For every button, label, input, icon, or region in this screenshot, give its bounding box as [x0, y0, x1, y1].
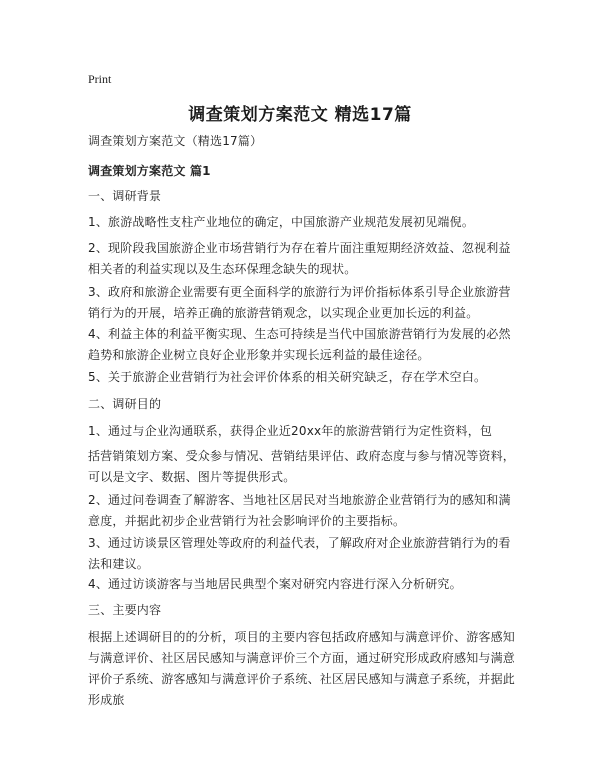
paragraph: 4、通过访谈游客与当地居民典型个案对研究内容进行深入分析研究。 — [88, 577, 462, 591]
paragraph: 2、通过问卷调查了解游客、当地社区居民对当地旅游企业营销行为的感知和满意度，并据此初步企业营销行为社会影响评价的主要指标。 — [88, 493, 511, 528]
paragraph: 1、通过与企业沟通联系，获得企业近20xx年的旅游营销行为定性资料，包 — [88, 424, 493, 438]
paragraph: 根据上述调研目的的分析，项目的主要内容包括政府感知与满意评价、游客感知与满意评价、社区居民感知与满意评价三个方面，通过研究形成政府感知与满意评价子系统、游客感知与满意评价子系统、社区居民感知与满意子系统，并据此形成旅 — [88, 630, 516, 707]
paragraph: 括营销策划方案、受众参与情况、营销结果评估、政府态度与参与情况等资料，可以是文字、数据、图片等提供形式。 — [88, 449, 516, 484]
paragraph: 3、政府和旅游企业需要有更全面科学的旅游行为评价指标体系引导企业旅游营销行为的开展，培养正确的旅游营销观念，以实现企业更加长远的利益。 — [88, 285, 511, 320]
subtitle: 调查策划方案范文（精选17篇） — [88, 134, 263, 148]
print-label[interactable]: Print — [88, 72, 112, 86]
paragraph: 1、旅游战略性支柱产业地位的确定，中国旅游产业规范发展初见端倪。 — [88, 215, 475, 229]
part1-heading: 一、调研背景 — [88, 189, 162, 203]
paragraph: 3、通过访谈景区管理处等政府的利益代表，了解政府对企业旅游营销行为的看法和建议。 — [88, 536, 511, 571]
page-title: 调查策划方案范文 精选17篇 — [188, 105, 412, 125]
paragraph: 4、利益主体的利益平衡实现、生态可持续是当代中国旅游营销行为发展的必然趋势和旅游企业树立良好企业形象并实现长远利益的最佳途径。 — [88, 327, 511, 362]
paragraph: 5、关于旅游企业营销行为社会评价体系的相关研究缺乏，存在学术空白。 — [88, 370, 487, 384]
paragraph: 2、现阶段我国旅游企业市场营销行为存在着片面注重短期经济效益、忽视利益相关者的利益实现以及生态环保理念缺失的现状。 — [88, 241, 511, 276]
part3-heading: 三、主要内容 — [88, 603, 162, 617]
part2-heading: 二、调研目的 — [88, 397, 162, 411]
section-heading: 调查策划方案范文 篇1 — [88, 164, 211, 178]
